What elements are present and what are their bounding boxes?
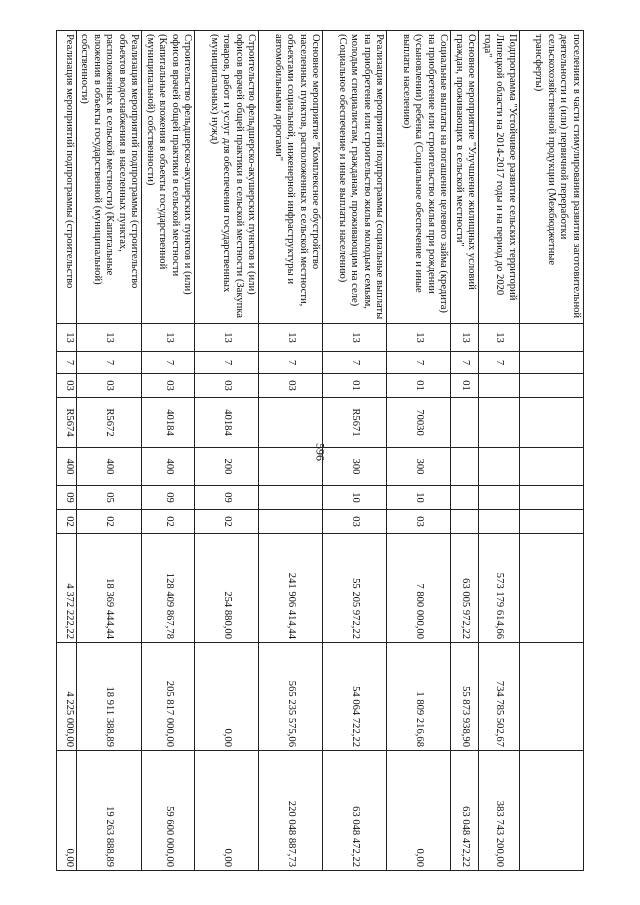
amount-cell: 7 800 000,00 [387, 534, 451, 643]
amount-cell [520, 643, 584, 751]
code-cell: 13 [195, 324, 259, 352]
row-name-cell: поселениях в части стимулирования развития заготовительной деятельности и (или) первичной переработки сельскохозяйственной продукции (Межбюджетные трансферты) [520, 31, 584, 324]
code-cell: 09 [195, 486, 259, 510]
code-cell: 7 [479, 352, 520, 374]
amount-cell: 18 911 388,89 [77, 643, 143, 751]
code-cell: 01 [387, 374, 451, 398]
code-cell [520, 398, 584, 448]
code-cell: 03 [142, 374, 195, 398]
amount-cell: 734 785 502,67 [479, 643, 520, 751]
code-cell: 400 [57, 448, 77, 486]
row-name-cell: Строительство фельдшерско-акушерских пунктов и (или) офисов врачей общей практики в сельской местности (Капитальные вложения в объекты государственной (муниципальной) собственности) [142, 31, 195, 324]
code-cell: 7 [57, 352, 77, 374]
amount-cell: 63 048 472,22 [323, 751, 387, 871]
code-cell: 13 [323, 324, 387, 352]
code-cell: 01 [323, 374, 387, 398]
code-cell: 7 [142, 352, 195, 374]
code-cell [259, 486, 323, 510]
row-name-cell: Реализация мероприятий подпрограммы (строительство объектов водоснабжения в населенных пунктах, расположенных в сельской местности) (Капитальные вложения в объекты государственной (муниципальной) собственности) [77, 31, 143, 324]
code-cell: R5672 [77, 398, 143, 448]
amount-cell: 59 600 000,00 [142, 751, 195, 871]
row-name-cell: Реализация мероприятий подпрограммы (строительство [57, 31, 77, 324]
code-cell [520, 448, 584, 486]
code-cell: 300 [387, 448, 451, 486]
amount-cell: 63 048 472,22 [451, 751, 479, 871]
amount-cell: 220 048 887,73 [259, 751, 323, 871]
code-cell [451, 510, 479, 534]
code-cell [451, 448, 479, 486]
code-cell [520, 486, 584, 510]
amount-cell: 254 880,00 [195, 534, 259, 643]
table-row [259, 31, 323, 871]
amount-cell: 573 179 614,66 [479, 534, 520, 643]
row-name-cell: Реализация мероприятий подпрограммы (социальные выплаты на приобретение или строительство жилья молодым семьям, молодым специалистам, гражданам, проживающим на селе) (Социальное обеспечение и иные выплаты населению) [323, 31, 387, 324]
code-cell [259, 448, 323, 486]
amount-cell: 0,00 [195, 643, 259, 751]
code-cell: 03 [387, 510, 451, 534]
amount-cell: 55 205 972,22 [323, 534, 387, 643]
amount-cell: 205 817 000,00 [142, 643, 195, 751]
amount-cell: 0,00 [387, 751, 451, 871]
code-cell: 40184 [142, 398, 195, 448]
code-cell: 13 [451, 324, 479, 352]
budget-table-frame [66, 30, 584, 870]
code-cell: 7 [451, 352, 479, 374]
code-cell [479, 448, 520, 486]
code-cell: 300 [323, 448, 387, 486]
amount-cell: 55 873 938,90 [451, 643, 479, 751]
code-cell [259, 398, 323, 448]
amount-cell [520, 534, 584, 643]
table-row [451, 31, 479, 871]
row-name-cell: Строительство фельдшерско-акушерских пунктов и (или) офисов врачей общей практики в сельской местности (Закупка товаров, работ и услуг для обеспечения государственных (муниципальных) нужд) [195, 31, 259, 324]
amount-cell: 18 369 444,44 [77, 534, 143, 643]
code-cell: 02 [77, 510, 143, 534]
code-cell: 13 [259, 324, 323, 352]
amount-cell: 0,00 [195, 751, 259, 871]
budget-table [56, 30, 584, 871]
code-cell: 10 [387, 486, 451, 510]
code-cell: 05 [77, 486, 143, 510]
code-cell: 03 [57, 374, 77, 398]
code-cell: 13 [142, 324, 195, 352]
amount-cell: 0,00 [57, 751, 77, 871]
amount-cell: 241 906 414,44 [259, 534, 323, 643]
amount-cell: 128 409 867,78 [142, 534, 195, 643]
row-name-cell: Подпрограмма "Устойчивое развитие сельских территорий Липецкой области на 2014-2017 годы и на период до 2020 года" [479, 31, 520, 324]
amount-cell: 1 809 216,68 [387, 643, 451, 751]
code-cell: 03 [77, 374, 143, 398]
table-row [57, 31, 77, 871]
rotated-content [66, 30, 584, 870]
amount-cell [520, 751, 584, 871]
code-cell: 400 [142, 448, 195, 486]
code-cell: 03 [195, 374, 259, 398]
code-cell [479, 398, 520, 448]
code-cell [520, 510, 584, 534]
amount-cell: 383 743 200,00 [479, 751, 520, 871]
code-cell: 400 [77, 448, 143, 486]
code-cell: R5671 [323, 398, 387, 448]
table-row [195, 31, 259, 871]
amount-cell: 19 263 888,89 [77, 751, 143, 871]
code-cell: 200 [195, 448, 259, 486]
amount-cell: 54 064 722,22 [323, 643, 387, 751]
row-name-cell: Основное мероприятие "Комплексное обустройство населенных пунктов, расположенных в сельской местности, объектами социальной, инженерной инфраструктуры и автомобильными дорогами" [259, 31, 323, 324]
code-cell: 13 [387, 324, 451, 352]
code-cell [479, 486, 520, 510]
code-cell [520, 352, 584, 374]
code-cell [479, 374, 520, 398]
code-cell: 7 [77, 352, 143, 374]
code-cell: 13 [479, 324, 520, 352]
code-cell [520, 324, 584, 352]
amount-cell: 4 225 000,00 [57, 643, 77, 751]
code-cell: 01 [451, 374, 479, 398]
code-cell: 02 [195, 510, 259, 534]
code-cell: 13 [77, 324, 143, 352]
code-cell: 7 [387, 352, 451, 374]
page-number: 596 [313, 443, 328, 461]
code-cell: 09 [57, 486, 77, 510]
row-name-cell: Основное мероприятие "Улучшение жилищных условий граждан, проживающих в сельской местности" [451, 31, 479, 324]
code-cell: 09 [142, 486, 195, 510]
code-cell [259, 510, 323, 534]
table-row [323, 31, 387, 871]
code-cell [479, 510, 520, 534]
code-cell: R5674 [57, 398, 77, 448]
table-row [77, 31, 143, 871]
code-cell: 03 [259, 374, 323, 398]
row-name-cell: Социальные выплаты на погашение целевого займа (кредита) на приобретение или строительство жилья при рождении (усыновлении) ребенка (Социальное обеспечение и иные выплаты населению) [387, 31, 451, 324]
table-row [479, 31, 520, 871]
code-cell: 10 [323, 486, 387, 510]
code-cell: 7 [195, 352, 259, 374]
code-cell [451, 398, 479, 448]
table-row [520, 31, 584, 871]
table-row [142, 31, 195, 871]
code-cell: 7 [323, 352, 387, 374]
amount-cell: 63 005 972,22 [451, 534, 479, 643]
amount-cell: 565 235 575,06 [259, 643, 323, 751]
code-cell: 02 [57, 510, 77, 534]
code-cell: 40184 [195, 398, 259, 448]
table-row [387, 31, 451, 871]
code-cell: 03 [323, 510, 387, 534]
code-cell [520, 374, 584, 398]
code-cell: 7 [259, 352, 323, 374]
code-cell: 13 [57, 324, 77, 352]
amount-cell: 4 372 222,22 [57, 534, 77, 643]
code-cell [451, 486, 479, 510]
code-cell: 70030 [387, 398, 451, 448]
code-cell: 02 [142, 510, 195, 534]
